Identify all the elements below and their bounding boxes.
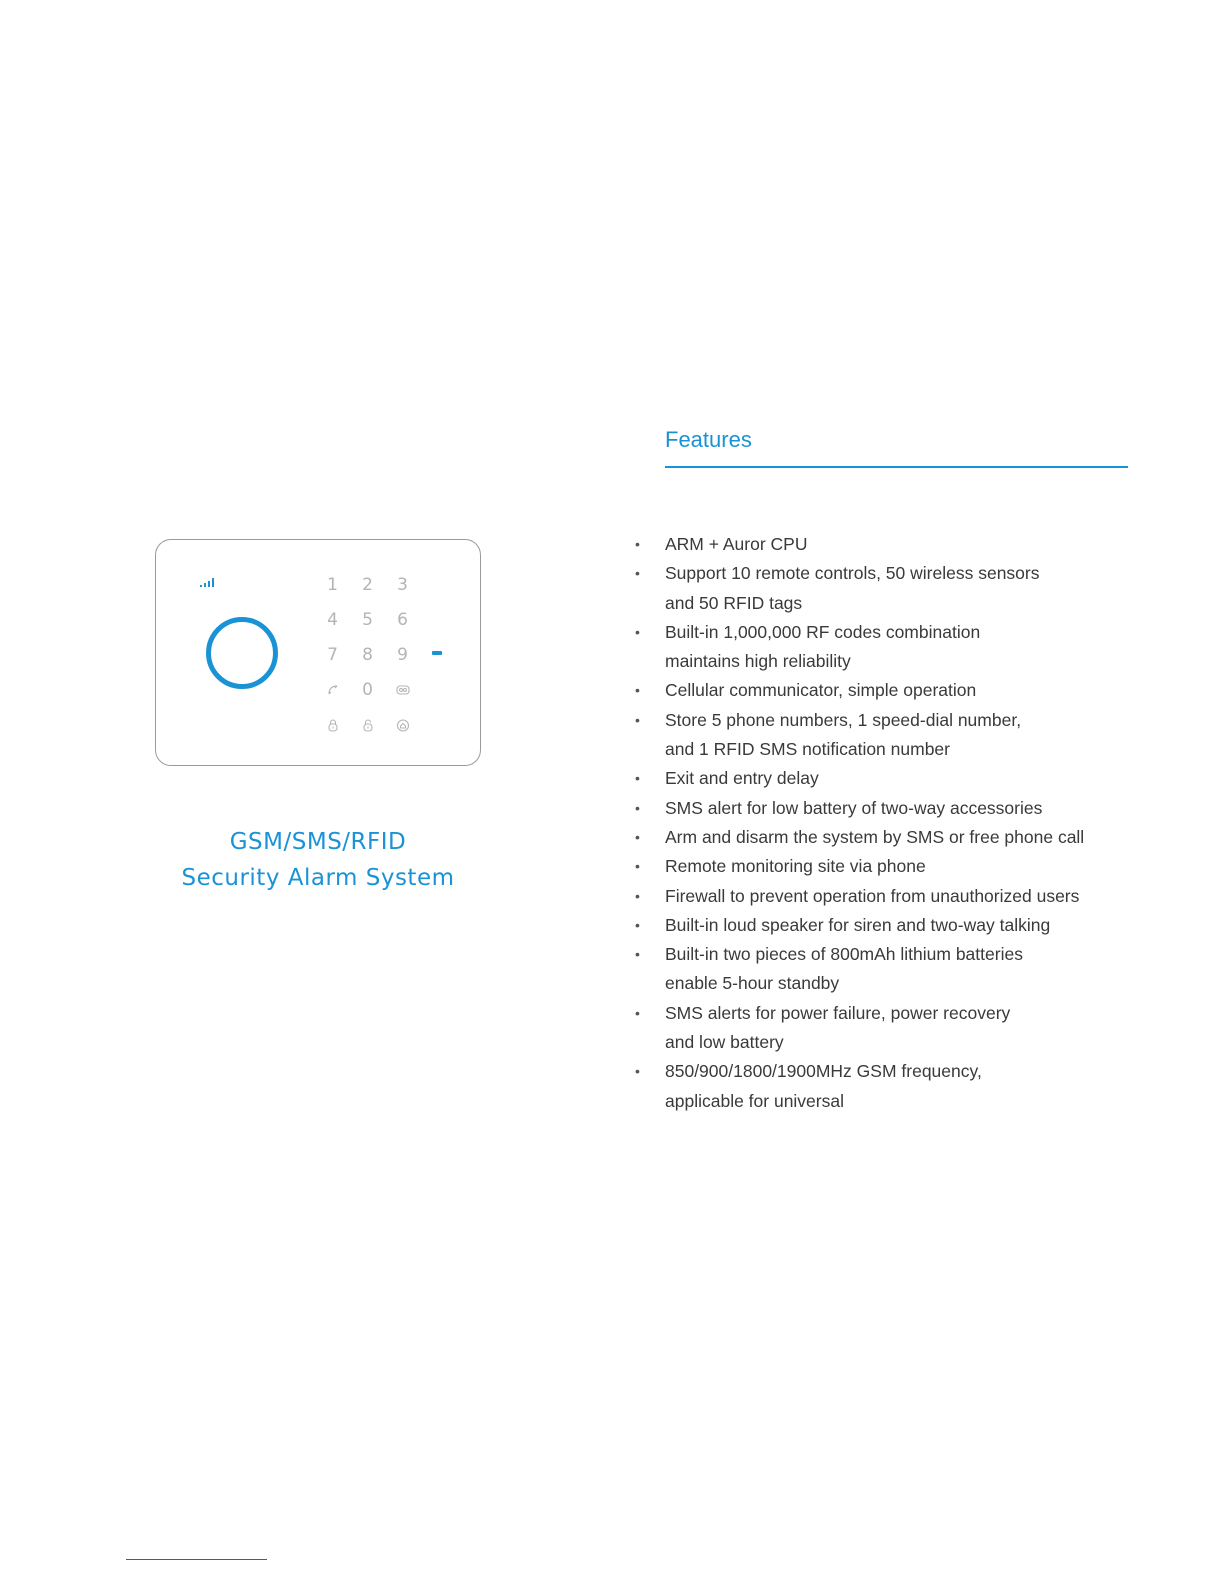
feature-line: and 1 RFID SMS notification number [665,739,950,760]
voicemail-icon [385,672,420,707]
feature-item [665,852,1135,881]
rfid-ring-indicator [206,617,278,689]
feature-item [665,706,1135,765]
key-2: 2 [362,574,373,595]
heading-divider [665,466,1128,468]
feature-item [665,559,1135,618]
product-title-line2: Security Alarm System [181,865,455,891]
feature-line: • Exit and entry delay [665,768,819,789]
feature-line: • Firewall to prevent operation from unauthorized users [665,885,1080,906]
feature-line: • Built-in 1,000,000 RF codes combination [665,621,981,642]
feature-line: • ARM + Auror CPU [665,534,808,554]
feature-line: • SMS alert for low battery of two-way accessories [665,797,1043,818]
feature-item [665,676,1135,705]
feature-line: • Built-in loud speaker for siren and two-way talking [665,914,1051,935]
feature-item [665,940,1135,999]
key-3: 3 [397,574,408,595]
phone-icon [315,672,350,707]
feature-line: • Support 10 remote controls, 50 wireless sensors [665,563,1040,584]
feature-line: • SMS alerts for power failure, power recovery [665,1002,1011,1023]
feature-line: • Arm and disarm the system by SMS or free phone call [665,826,1085,847]
feature-item [665,794,1135,823]
key-5: 5 [362,609,373,630]
keypad [315,567,420,742]
feature-line: • Cellular communicator, simple operation [665,680,977,701]
feature-item [665,618,1135,677]
product-title [155,824,481,896]
product-title-line1: GSM/SMS/RFID [229,829,407,855]
feature-item [665,530,1135,559]
feature-line: • Remote monitoring site via phone [665,856,926,877]
feature-item [665,823,1135,852]
key-1: 1 [327,574,338,595]
feature-item [665,1057,1135,1116]
disarm-lock-icon [350,707,385,742]
status-led [432,651,442,655]
feature-line: maintains high reliability [665,651,851,672]
key-4: 4 [327,609,338,630]
footer-link-underline [126,1559,267,1560]
key-6: 6 [397,609,408,630]
feature-line: and 50 RFID tags [665,592,803,613]
alarm-panel-image [155,539,481,766]
feature-item [665,882,1135,911]
feature-line: • Built-in two pieces of 800mAh lithium batteries [665,944,1023,965]
key-8: 8 [362,644,373,665]
key-7: 7 [327,644,338,665]
feature-item [665,999,1135,1058]
feature-item [665,911,1135,940]
arm-lock-icon [315,707,350,742]
feature-line: • Store 5 phone numbers, 1 speed-dial number, [665,709,1022,730]
key-9: 9 [397,644,408,665]
feature-line: enable 5-hour standby [665,973,840,994]
feature-line: • 850/900/1800/1900MHz GSM frequency, [665,1061,982,1082]
features-heading: Features [665,427,752,452]
feature-line: and low battery [665,1032,784,1053]
feature-line: applicable for universal [665,1090,844,1111]
signal-strength-icon [200,578,214,587]
feature-item [665,764,1135,793]
features-list [665,530,1135,1116]
home-arm-icon [385,707,420,742]
key-0: 0 [362,679,373,700]
